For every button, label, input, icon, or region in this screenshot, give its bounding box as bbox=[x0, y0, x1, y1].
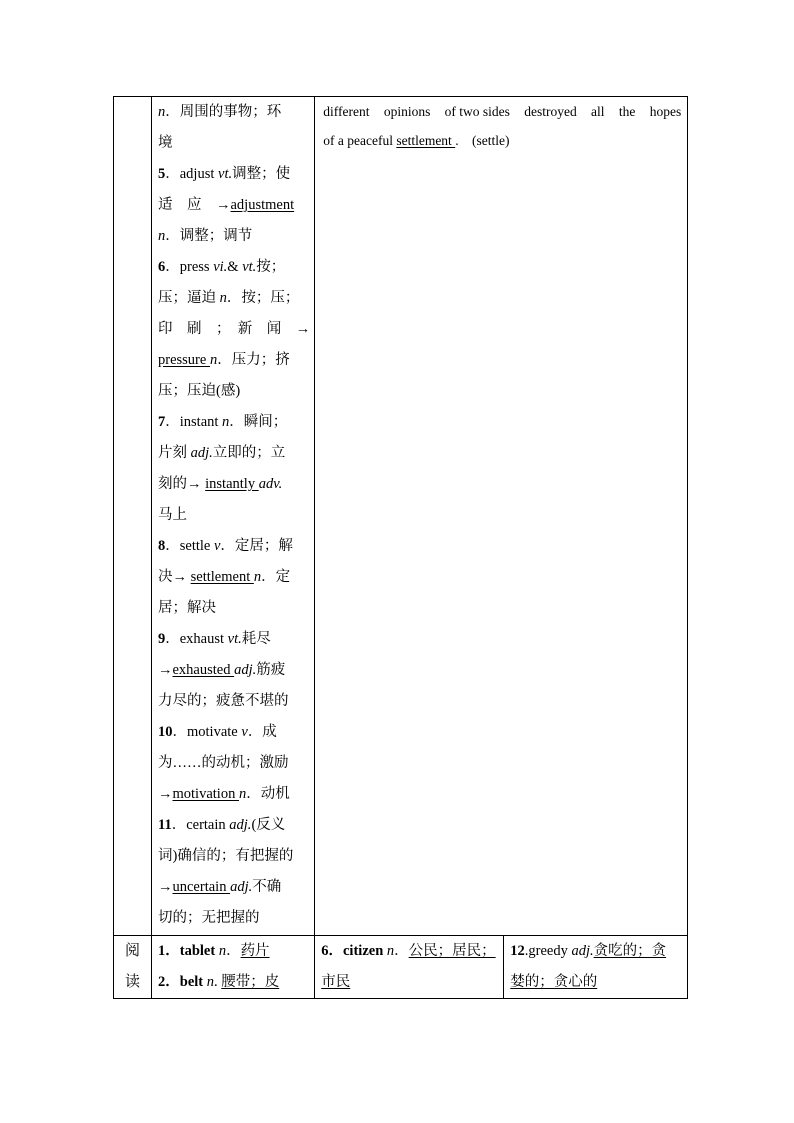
word-list-line bbox=[158, 190, 310, 221]
part-of-speech: adj. bbox=[229, 817, 252, 833]
word-text: 立即的；立 bbox=[212, 445, 286, 461]
word-text: 耗尽 bbox=[241, 631, 271, 647]
word-text: 马上 bbox=[158, 507, 187, 523]
answer-blank: 婪的；贪心的 bbox=[510, 974, 598, 990]
word-text: ．周围的事物；环 bbox=[165, 104, 282, 120]
reading-col-1 bbox=[152, 936, 315, 999]
word-text: 词)确信的；有把握的 bbox=[158, 848, 294, 864]
list-item: 12.greedy adj.贪吃的；贪 bbox=[510, 943, 667, 959]
item-number: 9．exhaust bbox=[158, 631, 228, 647]
section-label-char: 读 bbox=[124, 974, 140, 990]
item-number: 7．instant bbox=[158, 414, 223, 430]
list-item bbox=[510, 967, 683, 998]
word-list-line bbox=[158, 779, 310, 810]
word-text: 调整；使 bbox=[232, 166, 291, 182]
part-of-speech: adj. bbox=[230, 879, 253, 895]
word-text: 筋疲 bbox=[256, 662, 286, 678]
answer-blank: 腰带；皮 bbox=[221, 974, 280, 990]
word-text: → bbox=[158, 662, 173, 678]
word-list-line bbox=[158, 469, 310, 500]
part-of-speech: adj. bbox=[234, 662, 257, 678]
answer-blank: adjustment bbox=[230, 197, 295, 213]
sentence-word: all bbox=[591, 104, 605, 119]
word-text: 不确 bbox=[252, 879, 282, 895]
word-text: & bbox=[227, 259, 243, 275]
word-text: → bbox=[158, 786, 173, 802]
part-of-speech: vt. bbox=[242, 259, 257, 275]
word-list-line bbox=[158, 252, 310, 283]
answer-blank: 药片 bbox=[240, 943, 270, 959]
word-list-cell bbox=[152, 97, 315, 936]
word-text: 刻的→ bbox=[158, 476, 206, 492]
sentence-word: the bbox=[618, 104, 636, 119]
reading-col-3 bbox=[504, 936, 688, 999]
word-text: ．调整；调节 bbox=[165, 228, 253, 244]
sentence-line-1 bbox=[323, 97, 681, 126]
part-of-speech: n bbox=[158, 104, 166, 120]
word-list-line bbox=[158, 903, 310, 934]
word-list-line bbox=[158, 438, 310, 469]
answer-blank: 贪吃的；贪 bbox=[593, 943, 667, 959]
table-row-reading bbox=[114, 936, 688, 999]
part-of-speech: vt. bbox=[218, 166, 233, 182]
word-text: ．压力；挤 bbox=[217, 352, 290, 368]
word-list-line bbox=[158, 500, 310, 531]
word-text: 决→ bbox=[158, 569, 191, 585]
word-list-line bbox=[158, 221, 310, 252]
word-text: 为……的动机；激励 bbox=[158, 755, 289, 771]
word-list-line bbox=[158, 810, 310, 841]
word-list-line bbox=[158, 283, 310, 314]
word-list-line bbox=[158, 872, 310, 903]
list-item bbox=[321, 967, 499, 998]
part-of-speech: n bbox=[219, 290, 227, 306]
sentence-word: hopes bbox=[649, 104, 682, 119]
part-of-speech: n bbox=[222, 414, 230, 430]
word-text: 印 刷 ； 新 闻 → bbox=[158, 321, 311, 337]
sentence-text: of a peaceful bbox=[323, 133, 397, 148]
word-text: 片刻 bbox=[158, 445, 191, 461]
word-list-line bbox=[158, 407, 310, 438]
sentence-word: destroyed bbox=[524, 104, 577, 119]
word-list-line bbox=[158, 97, 310, 128]
word-list-line bbox=[158, 314, 310, 345]
word-list-line bbox=[158, 345, 310, 376]
word-text: ．定 bbox=[261, 569, 291, 585]
word-list-line bbox=[158, 562, 310, 593]
word-text: 境 bbox=[158, 135, 173, 151]
word-text: ．动机 bbox=[246, 786, 290, 802]
sentence-word: opinions bbox=[383, 104, 431, 119]
word-text: ．成 bbox=[247, 724, 277, 740]
word-list-line bbox=[158, 655, 310, 686]
answer-blank: motivation bbox=[172, 786, 239, 802]
word-text: 力尽的；疲惫不堪的 bbox=[158, 693, 289, 709]
sentence-line-2 bbox=[323, 126, 681, 155]
part-of-speech: n bbox=[158, 228, 166, 244]
part-of-speech: v bbox=[241, 724, 248, 740]
word-text: 压；压迫(感) bbox=[158, 383, 241, 399]
list-item: 2．belt n. 腰带；皮 bbox=[158, 974, 280, 990]
part-of-speech: vi. bbox=[213, 259, 228, 275]
word-list-line bbox=[158, 686, 310, 717]
word-list-line bbox=[158, 128, 310, 159]
answer-blank: exhausted bbox=[172, 662, 235, 678]
word-list-line bbox=[158, 593, 310, 624]
word-text: 居；解决 bbox=[158, 600, 216, 616]
word-list-line bbox=[158, 531, 310, 562]
word-text: ．瞬间； bbox=[229, 414, 288, 430]
word-list-line bbox=[158, 376, 310, 407]
example-sentence bbox=[315, 97, 687, 155]
answer-blank: settlement bbox=[190, 569, 254, 585]
side-cell-empty bbox=[114, 97, 152, 936]
part-of-speech: n bbox=[253, 569, 262, 585]
item-number: 8．settle bbox=[158, 538, 214, 554]
sentence-cell bbox=[315, 97, 688, 936]
answer-blank: 公民；居民； bbox=[408, 943, 496, 959]
reading-col-2 bbox=[315, 936, 504, 999]
vocabulary-table bbox=[113, 96, 688, 999]
item-number: 11．certain bbox=[158, 817, 230, 833]
word-list bbox=[152, 97, 314, 934]
word-text: 按； bbox=[256, 259, 286, 275]
word-text: (反义 bbox=[251, 817, 286, 833]
part-of-speech: adj. bbox=[190, 445, 213, 461]
answer-blank: 市民 bbox=[321, 974, 351, 990]
word-list-line bbox=[158, 717, 310, 748]
part-of-speech: vt. bbox=[227, 631, 242, 647]
table-row bbox=[114, 97, 688, 936]
part-of-speech: adv. bbox=[258, 476, 283, 492]
answer-blank: instantly bbox=[205, 476, 259, 492]
word-list-line bbox=[158, 748, 310, 779]
list-item: 1．tablet n．药片 bbox=[158, 943, 270, 959]
word-list-line bbox=[158, 159, 310, 190]
sentence-word: of two sides bbox=[444, 104, 510, 119]
part-of-speech: n bbox=[209, 352, 218, 368]
word-text: 压；逼迫 bbox=[158, 290, 220, 306]
list-item: 6．citizen n．公民；居民； bbox=[321, 943, 496, 959]
word-list-line bbox=[158, 624, 310, 655]
answer-blank: uncertain bbox=[172, 879, 231, 895]
section-label-char: 阅 bbox=[124, 943, 140, 959]
answer-blank: pressure bbox=[158, 352, 210, 368]
sentence-word: different bbox=[323, 104, 370, 119]
word-text: ．定居；解 bbox=[220, 538, 293, 554]
item-number: 10．motivate bbox=[158, 724, 242, 740]
part-of-speech: v bbox=[213, 538, 221, 554]
word-list-line bbox=[158, 841, 310, 872]
item-number: 5．adjust bbox=[158, 166, 219, 182]
section-label-reading bbox=[114, 936, 152, 999]
sentence-hint: . (settle) bbox=[455, 133, 510, 148]
item-number: 6．press bbox=[158, 259, 214, 275]
part-of-speech: n bbox=[238, 786, 247, 802]
word-text: 适 应 → bbox=[158, 197, 231, 213]
answer-blank: settlement bbox=[396, 133, 456, 148]
word-text: ．按；压； bbox=[226, 290, 300, 306]
word-text: 切的；无把握的 bbox=[158, 910, 260, 926]
word-text: → bbox=[158, 879, 173, 895]
